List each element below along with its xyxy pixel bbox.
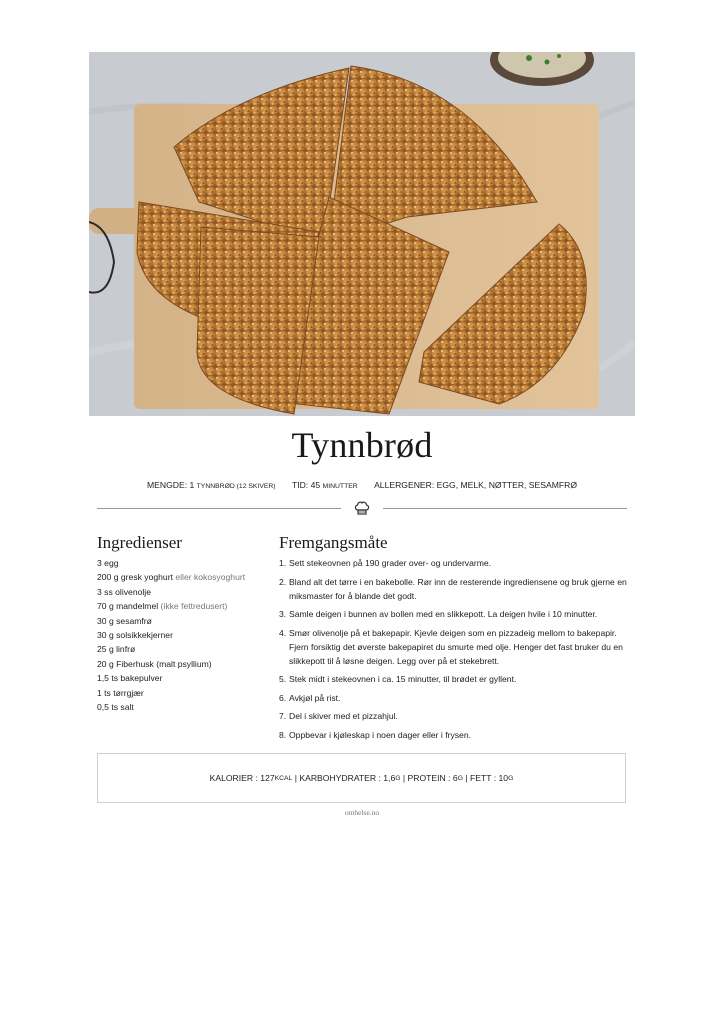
divider-left [97,508,341,509]
recipe-title: Tynnbrød [291,425,433,465]
recipe-meta [0,480,724,490]
ingredient-note: (ikke fettredusert) [160,601,228,612]
ingredient-note: eller kokosyoghurt [175,572,246,583]
allergens-label: ALLERGENER: [374,480,435,490]
step-item: 6. Avkjøl på rist. [279,692,341,703]
site-footer: omhelse.no [344,808,380,817]
protein-value: 6 [452,773,458,783]
amount-meta [147,480,278,490]
time-unit: MINUTTER [322,483,358,490]
time-label: TID: [291,480,309,490]
step-item: 4. Smør olivenolje på et bakepapir. Kjevle deigen som en pizzadeig mellom to bakepapir. Fjern forsiktig det øverste bakepapiret du smurte med olje. Henger det fast bruker du en slikkepott til å løsne deigen. Legg over på et stekebrett. [279,627,623,666]
separator: | [465,773,468,783]
ingredients-list [97,556,277,714]
amount-unit: TYNNBRØD (12 SKIVER) [196,483,276,490]
step-item: 2. Bland alt det tørre i en bakebolle. Rør inn de resterende ingrediensene og bruk gjerne en miksmaster for å blande det godt. [279,576,627,601]
allergens-value: EGG, MELK, NØTTER, SESAMFRØ [436,480,578,490]
method-heading: Fremgangsmåte [279,533,388,552]
protein-unit: G [457,774,463,782]
allergens-meta [374,480,577,490]
flatbread-image [89,52,635,416]
list-item: 30 g solsikkekjerner [97,630,173,641]
list-item: 30 g sesamfrø [97,615,152,626]
list-item: 0,5 ts salt [97,702,134,713]
protein-label: PROTEIN : [407,773,451,783]
fat-unit: G [508,774,514,782]
method-steps [279,556,629,746]
carbs-label: KARBOHYDRATER : [299,773,381,783]
calories-value: 127 [260,773,275,783]
ingredients-heading: Ingredienser [97,533,182,552]
list-item: 20 g Fiberhusk (malt psyllium) [97,658,212,669]
recipe-photo [89,52,635,416]
calories-unit: KCAL [274,774,293,782]
step-item: 3. Samle deigen i bunnen av bollen med en slikkepott. La deigen hvile i 10 minutter. [279,609,598,619]
list-item: 25 g linfrø [97,644,136,655]
separator: | [294,773,297,783]
divider-right [383,508,627,509]
calories-label: KALORIER : [209,773,258,783]
list-item: 1 ts tørrgjær [97,687,144,698]
step-item: 8. Oppbevar i kjøleskap i noen dager eller i frysen. [279,729,471,740]
carbs-value: 1,6 [383,773,396,783]
chef-hat-icon [353,499,371,517]
list-item: 1,5 ts bakepulver [97,673,163,684]
amount-value: 1 [189,480,195,490]
step-item: 7. Del i skiver med et pizzahjul. [279,711,398,721]
list-item: 3 egg [97,558,119,568]
time-value: 45 [310,480,321,490]
list-item: 3 ss olivenolje [97,586,151,597]
nutrition-box [97,753,626,803]
fat-value: 10 [498,773,509,783]
step-item: 1. Sett stekeovnen på 190 grader over- og undervarme. [279,558,492,568]
step-item: 5. Stek midt i stekeovnen i ca. 15 minutter, til brødet er gyllent. [279,674,517,684]
list-item: 200 g gresk yoghurt eller kokosyoghurt [97,572,246,583]
carbs-unit: G [395,774,401,782]
separator: | [402,773,406,783]
time-meta [292,480,360,490]
fat-label: FETT : [470,773,497,783]
amount-label: MENGDE: [146,480,188,490]
list-item: 70 g mandelmel (ikke fettredusert) [97,601,228,612]
